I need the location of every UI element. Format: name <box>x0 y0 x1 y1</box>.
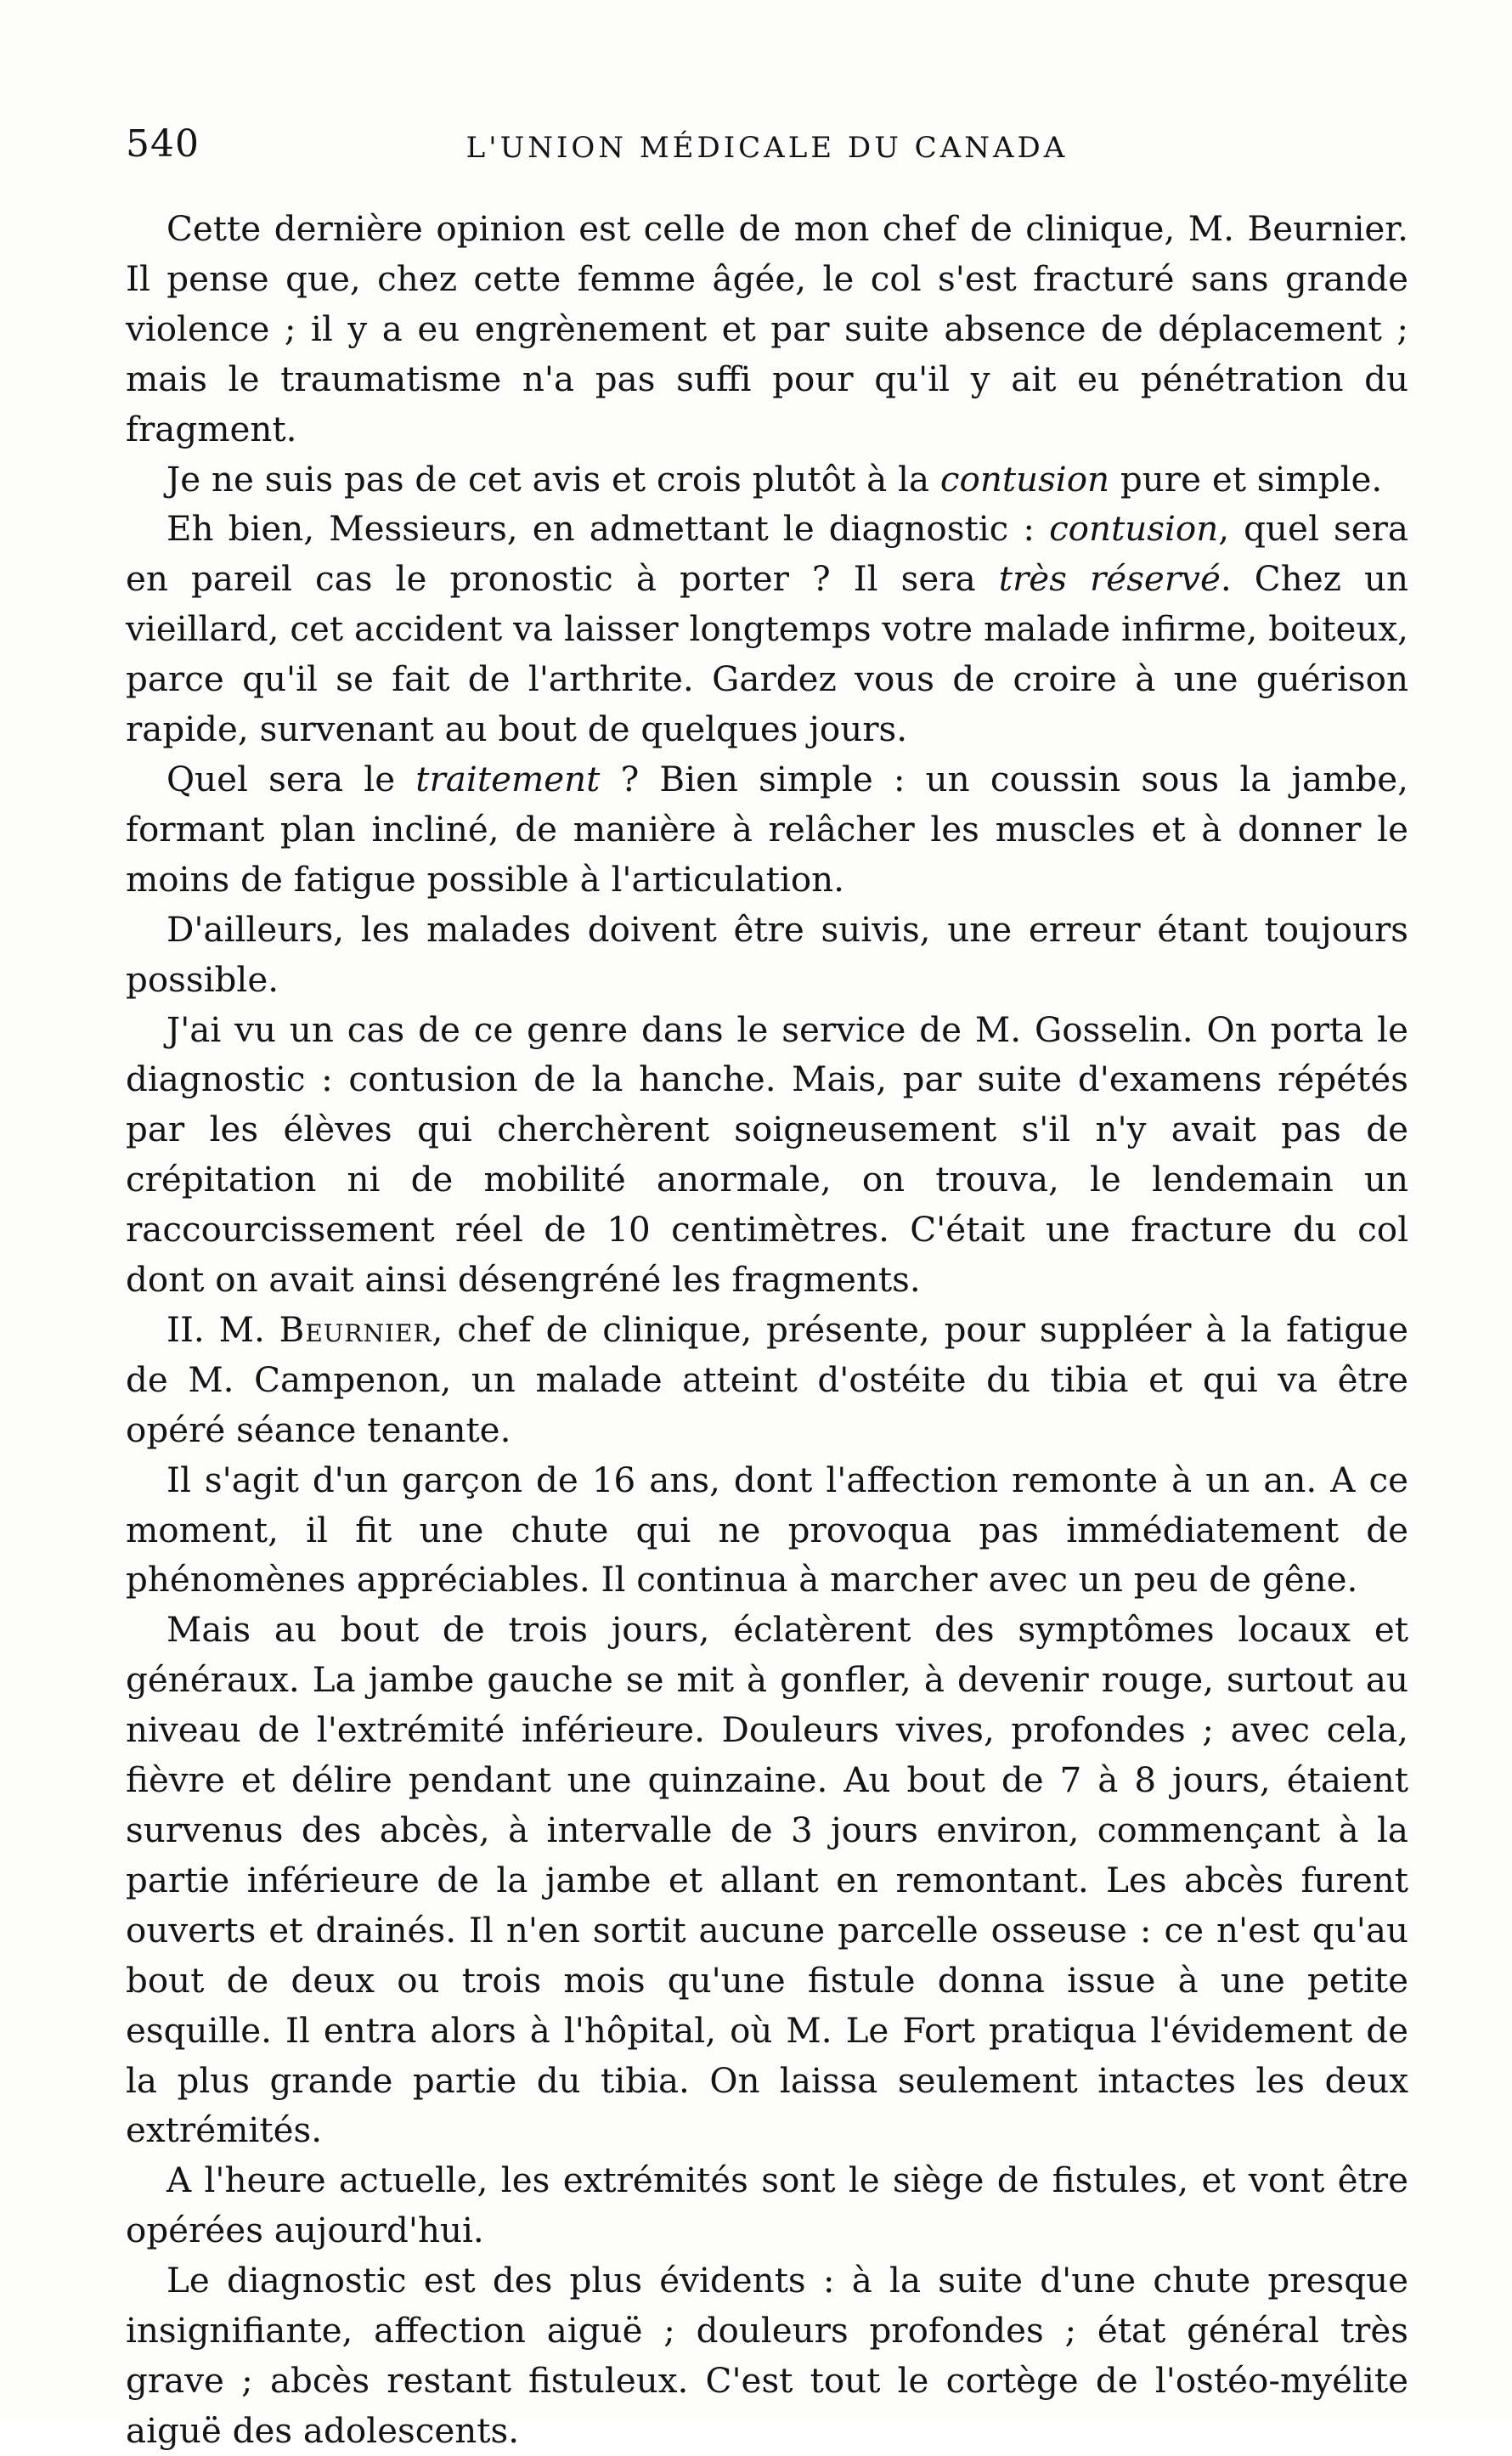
text-run: D'ailleurs, les malades doivent être suivis, une erreur étant toujours possible. <box>126 908 1408 1000</box>
paragraph-p8 <box>126 1455 1408 1606</box>
text-run: Je ne suis pas de cet avis et crois plutôt à la <box>166 458 940 500</box>
text-run: Le diagnostic est des plus évidents : à la suite d'une chute presque insignifiante, affection aiguë ; douleurs profondes ; état général très grave ; abcès restant fistuleux. C'est tout le cortège de l'ostéo-myélite aiguë des adolescents. <box>126 2260 1408 2451</box>
paragraph-p9 <box>126 1605 1408 2155</box>
text-run: , quel sera en pareil cas le pronostic à porter ? Il sera <box>126 508 1408 600</box>
text-run: Mais au bout de trois jours, éclatèrent des symptômes locaux et généraux. La jambe gauche se mit à gonfler, à devenir rouge, surtout au niveau de l'extrémité inférieure. Douleurs vives, profondes ; avec cela, fièvre et délire pendant une quinzaine. Au bout de 7 à 8 jours, étaient survenus des abcès, à intervalle de 3 jours environ, commençant à la partie inférieure de la jambe et allant en remontant. Les abcès furent ouverts et drainés. Il n'en sortit aucune parcelle osseuse : ce n'est qu'au bout de deux ou trois mois qu'une fistule donna issue à une petite esquille. Il entra alors à l'hôpital, où M. Le Fort pratiqua l'évidement de la plus grande partie du tibia. On laissa seulement intactes les deux extrémités. <box>126 1609 1408 2151</box>
text-run: ? Bien simple : un coussin sous la jambe, formant plan incliné, de manière à relâcher les muscles et à donner le moins de fatigue possible à l'articulation. <box>126 758 1408 900</box>
text-run: Il s'agit d'un garçon de 16 ans, dont l'affection remonte à un an. A ce moment, il fit une chute qui ne provoqua pas immédiatement de phénomènes appréciables. Il continua à marcher avec un peu de gêne. <box>126 1459 1408 1601</box>
italic-term: contusion <box>939 458 1110 500</box>
text-run: A l'heure actuelle, les extrémités sont le siège de fistules, et vont être opérées aujourd'hui. <box>126 2160 1408 2251</box>
text-run: II. M. <box>166 1308 279 1350</box>
paragraph-p4 <box>126 754 1408 905</box>
paragraph-p11 <box>126 2256 1408 2456</box>
text-run: pure et simple. <box>1109 458 1383 500</box>
text-run: Quel sera le <box>166 758 416 799</box>
paragraph-p6 <box>126 1005 1408 1305</box>
italic-term: très réservé <box>998 558 1221 600</box>
text-run: , chef de clinique, présente, pour suppléer à la fatigue de M. Campenon, un malade atteint d'ostéite du tibia et qui va être opéré séance tenante. <box>126 1308 1409 1450</box>
text-run: . Chez un vieillard, cet accident va laisser longtemps votre malade infirme, boiteux, parce qu'il se fait de l'arthrite. Gardez vous de croire à une guérison rapide, survenant au bout de quelques jours. <box>126 558 1408 750</box>
paragraph-p7 <box>126 1305 1408 1455</box>
paragraph-p10 <box>126 2155 1408 2256</box>
italic-term: traitement <box>415 758 601 799</box>
paragraph-p1 <box>126 204 1408 455</box>
text-run: Cette dernière opinion est celle de mon chef de clinique, M. Beurnier. Il pense que, chez cette femme âgée, le col s'est fracturé sans grande violence ; il y a eu engrènement et par suite absence de déplacement ; mais le traumatisme n'a pas suffi pour qu'il y ait eu pénétration du fragment. <box>126 208 1408 449</box>
text-run: J'ai vu un cas de ce genre dans le service de M. Gosselin. On porta le diagnostic : contusion de la hanche. Mais, par suite d'examens répétés par les élèves qui cherchèrent soigneusement s'il n'y avait pas de crépitation ni de mobilité anormale, on trouva, le lendemain un raccourcissement réel de 10 centimètres. C'était une fracture du col dont on avait ainsi désengréné les fragments. <box>126 1008 1408 1301</box>
italic-term: contusion <box>1049 508 1219 550</box>
paragraph-p5 <box>126 905 1408 1005</box>
body-text <box>126 204 1408 2456</box>
small-caps-name: Beurnier <box>279 1308 432 1350</box>
paragraph-p2 <box>126 455 1408 505</box>
paragraph-p3 <box>126 504 1408 754</box>
text-run: Eh bien, Messieurs, en admettant le diagnostic : <box>166 508 1050 550</box>
running-title: L'UNION MÉDICALE DU CANADA <box>465 131 1069 165</box>
page-header <box>126 119 1408 170</box>
page-number: 540 <box>126 122 200 166</box>
